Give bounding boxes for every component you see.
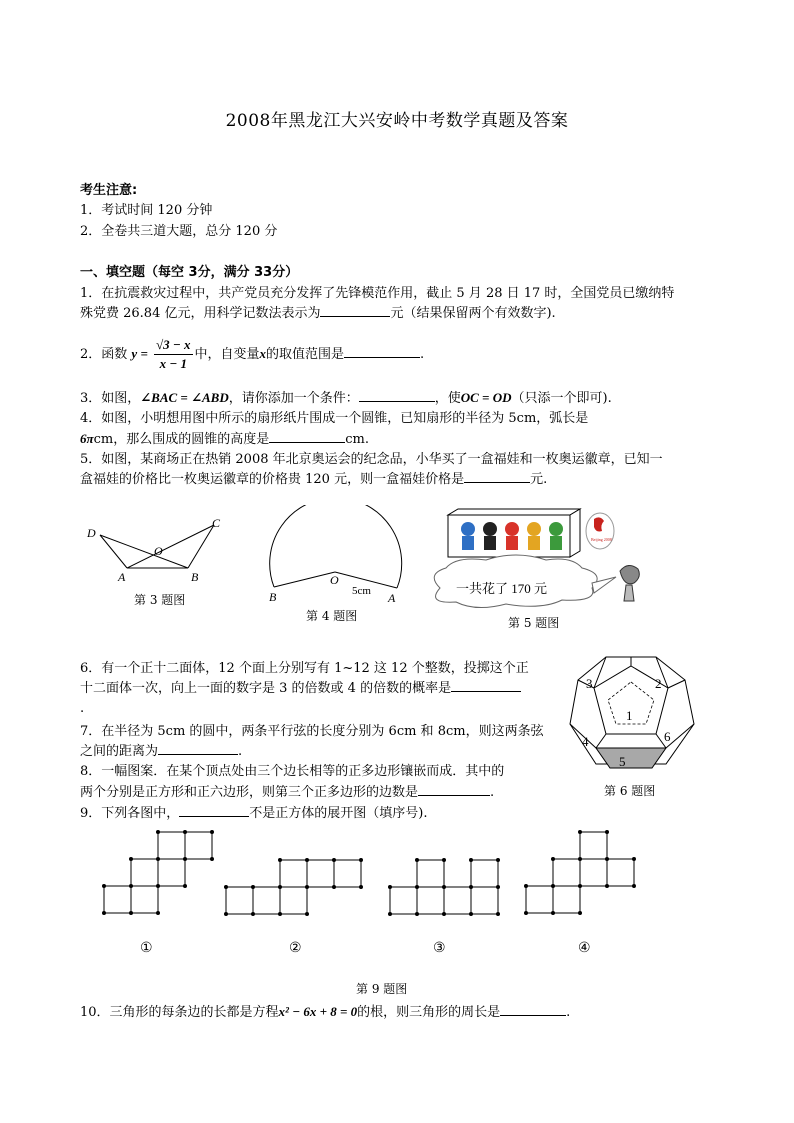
q4-text-end: cm. (345, 432, 369, 447)
option-4: ④ (578, 940, 591, 956)
net-square (334, 860, 361, 887)
net-vertex (251, 885, 255, 889)
q9-prefix: 9．下列各图中， (80, 806, 180, 821)
net-vertex (129, 857, 133, 861)
net-square (131, 886, 158, 913)
q3-mid2: ，使 (434, 391, 461, 406)
net-square (553, 886, 580, 913)
q10-prefix: 10．三角形的每条边的长都是方程 (80, 1005, 279, 1020)
q8-text: 两个分别是正方形和正六边形，则第三个正多边形的边数是 (80, 785, 419, 800)
net-vertex (442, 912, 446, 916)
net-square (280, 860, 307, 887)
question-6-line3: . (80, 701, 85, 716)
net-square (471, 887, 498, 914)
fig5-caption: 第 5 题图 (508, 616, 560, 630)
q2-denominator: x − 1 (159, 356, 187, 371)
figure-6 (566, 652, 698, 780)
face-label: 2 (655, 676, 662, 691)
net-square (158, 832, 185, 859)
face-label: 6 (664, 729, 671, 744)
q1-text-end: 元（结果保留两个有效数字). (390, 306, 556, 321)
fig3-caption: 第 3 题图 (134, 593, 186, 607)
q3-suffix: （只添一个即可). (511, 391, 612, 406)
net-vertex (305, 912, 309, 916)
q6-text: 十二面体一次，向上一面的数字是 3 的倍数或 4 的倍数的概率是 (80, 681, 452, 696)
answer-blank[interactable] (359, 389, 435, 402)
answer-blank[interactable] (344, 345, 420, 358)
page-title: 2008年黑龙江大兴安岭中考数学真题及答案 (225, 111, 569, 131)
answer-blank[interactable] (158, 742, 238, 755)
cube-net-1 (102, 830, 214, 915)
q5-text: 盒福娃的价格比一枚奥运徽章的价格贵 120 元，则一盒福娃价格是 (80, 472, 465, 487)
question-1-line1: 1．在抗震救灾过程中，共产党员充分发挥了先锋模范作用，截止 5 月 28 日 17 时，全国党员已缴纳特 (80, 286, 675, 301)
net-square (580, 859, 607, 886)
svg-text:Beijing 2008: Beijing 2008 (591, 537, 612, 542)
net-vertex (278, 858, 282, 862)
answer-blank[interactable] (464, 470, 530, 483)
fig6-caption: 第 6 题图 (604, 784, 656, 798)
face-label: 1 (626, 708, 633, 723)
net-square (104, 886, 131, 913)
girl-image (620, 565, 639, 601)
net-vertex (524, 911, 528, 915)
net-vertex (224, 912, 228, 916)
net-vertex (632, 884, 636, 888)
option-3: ③ (433, 940, 446, 956)
option-2: ② (289, 940, 302, 956)
net-vertex (605, 830, 609, 834)
net-vertex (305, 858, 309, 862)
net-vertex (578, 857, 582, 861)
net-vertex (210, 857, 214, 861)
q2-fraction (154, 336, 193, 373)
net-vertex (442, 885, 446, 889)
question-1-line2 (80, 304, 556, 323)
fig3-label-b: B (191, 570, 199, 584)
net-vertex (129, 884, 133, 888)
fig3-label-a: A (118, 570, 126, 584)
cube-net-3 (388, 858, 500, 916)
question-7-line2 (80, 742, 242, 761)
answer-blank[interactable] (418, 783, 490, 796)
q7-text-end: . (238, 744, 243, 759)
net-vertex (415, 885, 419, 889)
net-vertex (102, 911, 106, 915)
q8-text-end: . (490, 785, 495, 800)
q1-text: 殊党费 26.84 亿元，用科学记数法表示为 (80, 306, 321, 321)
net-square (607, 859, 634, 886)
net-square (526, 886, 553, 913)
net-vertex (469, 858, 473, 862)
net-square (553, 859, 580, 886)
net-vertex (578, 830, 582, 834)
net-square (444, 887, 471, 914)
net-vertex (332, 858, 336, 862)
net-square (390, 887, 417, 914)
net-vertex (578, 911, 582, 915)
q7-text: 之间的距离为 (80, 744, 159, 759)
question-6-line1: 6．有一个正十二面体，12 个面上分别写有 1~12 这 12 个整数，投掷这个正 (80, 661, 529, 676)
question-3 (80, 388, 612, 408)
net-vertex (551, 911, 555, 915)
q10-equation: x² − 6x + 8 = 0 (278, 1004, 358, 1019)
net-vertex (469, 885, 473, 889)
net-square (226, 887, 253, 914)
notice-heading: 考生注意: (80, 183, 138, 198)
net-square (280, 887, 307, 914)
notice-item: 2．全卷共三道大题，总分 120 分 (80, 224, 278, 239)
net-vertex (524, 884, 528, 888)
net-vertex (605, 857, 609, 861)
net-vertex (156, 911, 160, 915)
net-vertex (183, 884, 187, 888)
shaded-face (596, 748, 666, 768)
net-vertex (632, 857, 636, 861)
net-vertex (156, 830, 160, 834)
answer-blank[interactable] (269, 430, 345, 443)
q2-var: x (259, 346, 267, 361)
q3-condition: ∠BAC = ∠ABD (140, 390, 229, 405)
section-heading: 一、填空题（每空 3分，满分 33分） (80, 265, 299, 280)
net-vertex (388, 885, 392, 889)
question-4-line1: 4．如图，小明想用图中所示的扇形纸片围成一个圆锥，已知扇形的半径为 5cm，弧长是 (80, 411, 589, 426)
net-square (185, 832, 212, 859)
bubble-text: 一共花了 170 元 (456, 581, 548, 596)
q3-goal: OC = OD (460, 390, 512, 405)
net-vertex (278, 912, 282, 916)
fig4-label-o: O (330, 573, 339, 587)
question-5-line1: 5．如图，某商场正在热销 2008 年北京奥运会的纪念品，小华买了一盒福娃和一枚奥运徽章，已知一 (80, 452, 663, 467)
cube-net-2 (224, 858, 363, 916)
answer-blank[interactable] (451, 679, 521, 692)
net-vertex (305, 885, 309, 889)
olympic-badge-icon (586, 513, 614, 549)
net-vertex (102, 884, 106, 888)
net-vertex (156, 884, 160, 888)
face-label: 5 (619, 754, 626, 769)
answer-blank[interactable] (179, 804, 249, 817)
notice-item: 1．考试时间 120 分钟 (80, 203, 213, 218)
question-6-line2 (80, 679, 521, 698)
net-vertex (251, 912, 255, 916)
face-label: 3 (586, 676, 593, 691)
net-vertex (129, 911, 133, 915)
figure-9 (90, 820, 650, 930)
cube-net-4 (524, 830, 636, 915)
q3-prefix: 3．如图， (80, 391, 141, 406)
net-vertex (496, 858, 500, 862)
q2-prefix: 2．函数 (80, 347, 128, 362)
figure-4 (262, 505, 412, 605)
net-vertex (605, 884, 609, 888)
net-square (471, 860, 498, 887)
net-square (131, 859, 158, 886)
net-vertex (415, 912, 419, 916)
question-10 (80, 1002, 570, 1022)
net-vertex (156, 857, 160, 861)
net-square (307, 860, 334, 887)
net-vertex (469, 912, 473, 916)
question-8-line2 (80, 783, 494, 802)
net-square (580, 832, 607, 859)
net-square (417, 860, 444, 887)
net-vertex (578, 884, 582, 888)
q10-suffix: 的根，则三角形的周长是 (357, 1005, 501, 1020)
net-square (253, 887, 280, 914)
q2-y: y = (131, 346, 148, 361)
net-vertex (551, 857, 555, 861)
q5-text-end: 元. (530, 472, 548, 487)
fig4-caption: 第 4 题图 (306, 609, 358, 623)
question-4-line2 (80, 429, 369, 449)
fig4-length: 5cm (352, 585, 371, 597)
net-vertex (415, 858, 419, 862)
net-square (417, 887, 444, 914)
q4-arc: 6π (80, 431, 94, 446)
net-vertex (551, 884, 555, 888)
q2-end: . (420, 347, 425, 362)
fig3-label-d: D (87, 526, 96, 540)
net-vertex (183, 830, 187, 834)
net-vertex (388, 912, 392, 916)
net-vertex (183, 857, 187, 861)
q4-text: cm，那么围成的圆锥的高度是 (93, 432, 270, 447)
face-label: 4 (582, 734, 589, 749)
question-2 (80, 336, 424, 373)
fig9-caption: 第 9 题图 (356, 982, 408, 996)
fig3-label-o: O (154, 544, 163, 558)
fig4-label-a: A (388, 591, 396, 605)
answer-blank[interactable] (500, 1003, 566, 1016)
q9-suffix: 不是正方体的展开图（填序号). (249, 806, 428, 821)
q2-mid: 中，自变量 (194, 347, 260, 362)
figure-5 (420, 505, 650, 615)
net-vertex (224, 885, 228, 889)
speech-bubble (434, 555, 616, 608)
question-5-line2 (80, 470, 547, 489)
net-vertex (359, 885, 363, 889)
net-vertex (496, 912, 500, 916)
q2-suffix: 的取值范围是 (266, 347, 345, 362)
net-square (158, 859, 185, 886)
net-vertex (359, 858, 363, 862)
net-vertex (332, 885, 336, 889)
answer-blank[interactable] (320, 304, 390, 317)
question-7-line1: 7．在半径为 5cm 的圆中，两条平行弦的长度分别为 6cm 和 8cm，则这两条弦 (80, 724, 544, 739)
q3-mid: ，请你添加一个条件： (228, 391, 359, 406)
fig4-label-b: B (269, 590, 277, 604)
option-1: ① (140, 940, 153, 956)
fig3-label-c: C (212, 516, 221, 530)
question-8-line1: 8．一幅图案．在某个顶点处由三个边长相等的正多边形镶嵌而成．其中的 (80, 764, 505, 779)
net-vertex (210, 830, 214, 834)
net-vertex (496, 885, 500, 889)
q2-numerator: √3 − x (154, 336, 193, 355)
net-vertex (278, 885, 282, 889)
net-vertex (442, 858, 446, 862)
figure-3 (80, 510, 240, 590)
q10-end: . (566, 1005, 571, 1020)
